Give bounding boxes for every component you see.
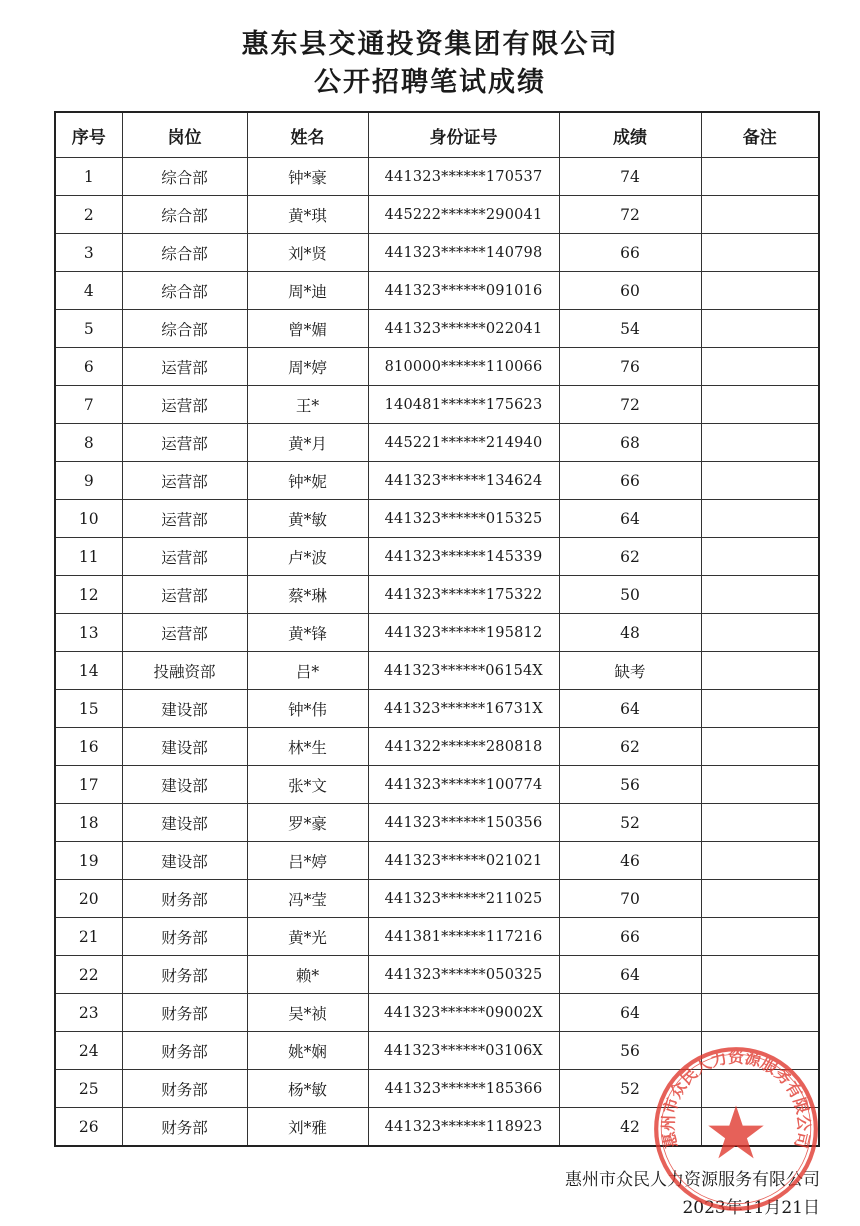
- cell-index: 6: [55, 348, 122, 386]
- cell-index: 4: [55, 272, 122, 310]
- cell-name: 蔡*琳: [247, 576, 368, 614]
- cell-index: 12: [55, 576, 122, 614]
- cell-index: 18: [55, 804, 122, 842]
- cell-remark: [701, 500, 819, 538]
- cell-remark: [701, 1032, 819, 1070]
- cell-name: 吕*: [247, 652, 368, 690]
- header-id-number: 身份证号: [368, 112, 559, 158]
- cell-remark: [701, 842, 819, 880]
- cell-name: 吴*祯: [247, 994, 368, 1032]
- cell-position: 财务部: [122, 956, 247, 994]
- cell-name: 黄*敏: [247, 500, 368, 538]
- table-row: [55, 614, 819, 652]
- cell-score: 76: [559, 348, 701, 386]
- cell-position: 运营部: [122, 462, 247, 500]
- cell-name: 黄*锋: [247, 614, 368, 652]
- cell-index: 2: [55, 196, 122, 234]
- cell-id-number: 441323******021021: [368, 842, 559, 880]
- cell-index: 24: [55, 1032, 122, 1070]
- cell-id-number: 441323******145339: [368, 538, 559, 576]
- table-row: [55, 538, 819, 576]
- cell-score: 52: [559, 1070, 701, 1108]
- table-row: [55, 994, 819, 1032]
- score-table: [54, 111, 820, 1147]
- cell-position: 财务部: [122, 918, 247, 956]
- cell-name: 钟*豪: [247, 158, 368, 196]
- cell-remark: [701, 196, 819, 234]
- table-row: [55, 576, 819, 614]
- cell-position: 运营部: [122, 576, 247, 614]
- cell-name: 周*迪: [247, 272, 368, 310]
- cell-id-number: 441323******211025: [368, 880, 559, 918]
- cell-remark: [701, 234, 819, 272]
- cell-id-number: 441323******150356: [368, 804, 559, 842]
- cell-position: 运营部: [122, 614, 247, 652]
- cell-remark: [701, 956, 819, 994]
- cell-id-number: 441323******185366: [368, 1070, 559, 1108]
- cell-position: 建设部: [122, 804, 247, 842]
- cell-remark: [701, 690, 819, 728]
- table-row: [55, 196, 819, 234]
- cell-name: 黄*琪: [247, 196, 368, 234]
- header-name: 姓名: [247, 112, 368, 158]
- cell-id-number: 441381******117216: [368, 918, 559, 956]
- cell-index: 1: [55, 158, 122, 196]
- cell-name: 罗*豪: [247, 804, 368, 842]
- cell-remark: [701, 918, 819, 956]
- cell-position: 建设部: [122, 728, 247, 766]
- table-row: [55, 500, 819, 538]
- document-subtitle: 公开招聘笔试成绩: [314, 67, 546, 98]
- cell-index: 17: [55, 766, 122, 804]
- header-index: 序号: [55, 112, 122, 158]
- cell-name: 钟*妮: [247, 462, 368, 500]
- cell-remark: [701, 348, 819, 386]
- cell-position: 财务部: [122, 1032, 247, 1070]
- cell-score: 42: [559, 1108, 701, 1147]
- cell-id-number: 441323******134624: [368, 462, 559, 500]
- cell-index: 21: [55, 918, 122, 956]
- cell-position: 运营部: [122, 348, 247, 386]
- table-row: [55, 728, 819, 766]
- table-row: [55, 348, 819, 386]
- cell-score: 56: [559, 766, 701, 804]
- cell-index: 19: [55, 842, 122, 880]
- table-row: [55, 842, 819, 880]
- cell-name: 姚*娴: [247, 1032, 368, 1070]
- cell-remark: [701, 1108, 819, 1147]
- cell-name: 卢*波: [247, 538, 368, 576]
- cell-id-number: 441323******050325: [368, 956, 559, 994]
- cell-id-number: 140481******175623: [368, 386, 559, 424]
- table-row: [55, 234, 819, 272]
- table-row: [55, 424, 819, 462]
- cell-position: 综合部: [122, 158, 247, 196]
- cell-score: 52: [559, 804, 701, 842]
- cell-index: 23: [55, 994, 122, 1032]
- table-row: [55, 1108, 819, 1147]
- cell-name: 冯*莹: [247, 880, 368, 918]
- cell-remark: [701, 424, 819, 462]
- cell-remark: [701, 614, 819, 652]
- table-header-row: [55, 112, 819, 158]
- table-row: [55, 804, 819, 842]
- cell-name: 杨*敏: [247, 1070, 368, 1108]
- cell-score: 缺考: [559, 652, 701, 690]
- table-row: [55, 766, 819, 804]
- cell-id-number: 441323******015325: [368, 500, 559, 538]
- cell-score: 60: [559, 272, 701, 310]
- cell-id-number: 441323******170537: [368, 158, 559, 196]
- cell-score: 50: [559, 576, 701, 614]
- cell-score: 48: [559, 614, 701, 652]
- cell-name: 曾*媚: [247, 310, 368, 348]
- header-position: 岗位: [122, 112, 247, 158]
- cell-name: 吕*婷: [247, 842, 368, 880]
- seal-text-path: 惠州市众民人力资源服务有限公司: [658, 1047, 814, 1151]
- cell-position: 建设部: [122, 690, 247, 728]
- cell-index: 7: [55, 386, 122, 424]
- table-row: [55, 1070, 819, 1108]
- cell-remark: [701, 576, 819, 614]
- cell-name: 赖*: [247, 956, 368, 994]
- cell-index: 15: [55, 690, 122, 728]
- table-row: [55, 918, 819, 956]
- cell-remark: [701, 310, 819, 348]
- cell-score: 72: [559, 196, 701, 234]
- cell-name: 刘*雅: [247, 1108, 368, 1147]
- cell-remark: [701, 728, 819, 766]
- cell-remark: [701, 1070, 819, 1108]
- table-row: [55, 690, 819, 728]
- cell-name: 林*生: [247, 728, 368, 766]
- cell-index: 11: [55, 538, 122, 576]
- cell-position: 建设部: [122, 842, 247, 880]
- cell-position: 运营部: [122, 500, 247, 538]
- cell-score: 68: [559, 424, 701, 462]
- cell-name: 黄*光: [247, 918, 368, 956]
- cell-id-number: 441323******100774: [368, 766, 559, 804]
- cell-score: 64: [559, 994, 701, 1032]
- table-row: [55, 880, 819, 918]
- cell-id-number: 441323******06154X: [368, 652, 559, 690]
- cell-index: 3: [55, 234, 122, 272]
- cell-name: 周*婷: [247, 348, 368, 386]
- cell-index: 8: [55, 424, 122, 462]
- cell-index: 16: [55, 728, 122, 766]
- cell-remark: [701, 766, 819, 804]
- cell-score: 66: [559, 462, 701, 500]
- cell-score: 64: [559, 956, 701, 994]
- cell-index: 26: [55, 1108, 122, 1147]
- cell-position: 运营部: [122, 538, 247, 576]
- table-row: [55, 272, 819, 310]
- cell-name: 刘*贤: [247, 234, 368, 272]
- table-row: [55, 652, 819, 690]
- cell-position: 财务部: [122, 1070, 247, 1108]
- cell-id-number: 441323******09002X: [368, 994, 559, 1032]
- cell-position: 运营部: [122, 424, 247, 462]
- cell-position: 财务部: [122, 880, 247, 918]
- cell-score: 70: [559, 880, 701, 918]
- cell-id-number: 445221******214940: [368, 424, 559, 462]
- table-row: [55, 462, 819, 500]
- cell-position: 建设部: [122, 766, 247, 804]
- cell-remark: [701, 880, 819, 918]
- cell-score: 64: [559, 500, 701, 538]
- cell-name: 王*: [247, 386, 368, 424]
- cell-position: 运营部: [122, 386, 247, 424]
- issue-date: 2023年11月21日: [682, 1198, 820, 1218]
- cell-index: 13: [55, 614, 122, 652]
- cell-index: 20: [55, 880, 122, 918]
- header-score: 成绩: [559, 112, 701, 158]
- cell-remark: [701, 272, 819, 310]
- cell-score: 62: [559, 728, 701, 766]
- cell-position: 投融资部: [122, 652, 247, 690]
- cell-remark: [701, 652, 819, 690]
- cell-index: 9: [55, 462, 122, 500]
- cell-id-number: 441323******118923: [368, 1108, 559, 1147]
- cell-position: 财务部: [122, 994, 247, 1032]
- table-row: [55, 310, 819, 348]
- cell-id-number: 441323******175322: [368, 576, 559, 614]
- cell-position: 综合部: [122, 196, 247, 234]
- cell-remark: [701, 158, 819, 196]
- cell-index: 14: [55, 652, 122, 690]
- header-remark: 备注: [701, 112, 819, 158]
- cell-index: 25: [55, 1070, 122, 1108]
- cell-score: 62: [559, 538, 701, 576]
- cell-score: 64: [559, 690, 701, 728]
- cell-id-number: 441323******16731X: [368, 690, 559, 728]
- cell-remark: [701, 386, 819, 424]
- cell-remark: [701, 462, 819, 500]
- cell-index: 5: [55, 310, 122, 348]
- cell-index: 10: [55, 500, 122, 538]
- cell-id-number: 441323******195812: [368, 614, 559, 652]
- table-row: [55, 386, 819, 424]
- cell-name: 黄*月: [247, 424, 368, 462]
- cell-score: 66: [559, 918, 701, 956]
- cell-position: 财务部: [122, 1108, 247, 1147]
- table-row: [55, 158, 819, 196]
- cell-id-number: 441323******091016: [368, 272, 559, 310]
- cell-score: 46: [559, 842, 701, 880]
- cell-score: 72: [559, 386, 701, 424]
- cell-score: 66: [559, 234, 701, 272]
- table-row: [55, 1032, 819, 1070]
- cell-id-number: 441323******140798: [368, 234, 559, 272]
- cell-remark: [701, 804, 819, 842]
- document-title: 惠东县交通投资集团有限公司: [241, 29, 619, 60]
- cell-position: 综合部: [122, 310, 247, 348]
- cell-id-number: 810000******110066: [368, 348, 559, 386]
- cell-remark: [701, 538, 819, 576]
- table-body: [55, 158, 819, 1147]
- cell-id-number: 445222******290041: [368, 196, 559, 234]
- issuer-name: 惠州市众民人力资源服务有限公司: [565, 1170, 820, 1190]
- table-row: [55, 956, 819, 994]
- cell-score: 74: [559, 158, 701, 196]
- cell-id-number: 441322******280818: [368, 728, 559, 766]
- cell-remark: [701, 994, 819, 1032]
- cell-score: 56: [559, 1032, 701, 1070]
- cell-id-number: 441323******03106X: [368, 1032, 559, 1070]
- cell-index: 22: [55, 956, 122, 994]
- cell-position: 综合部: [122, 234, 247, 272]
- cell-position: 综合部: [122, 272, 247, 310]
- cell-name: 钟*伟: [247, 690, 368, 728]
- cell-id-number: 441323******022041: [368, 310, 559, 348]
- cell-score: 54: [559, 310, 701, 348]
- cell-name: 张*文: [247, 766, 368, 804]
